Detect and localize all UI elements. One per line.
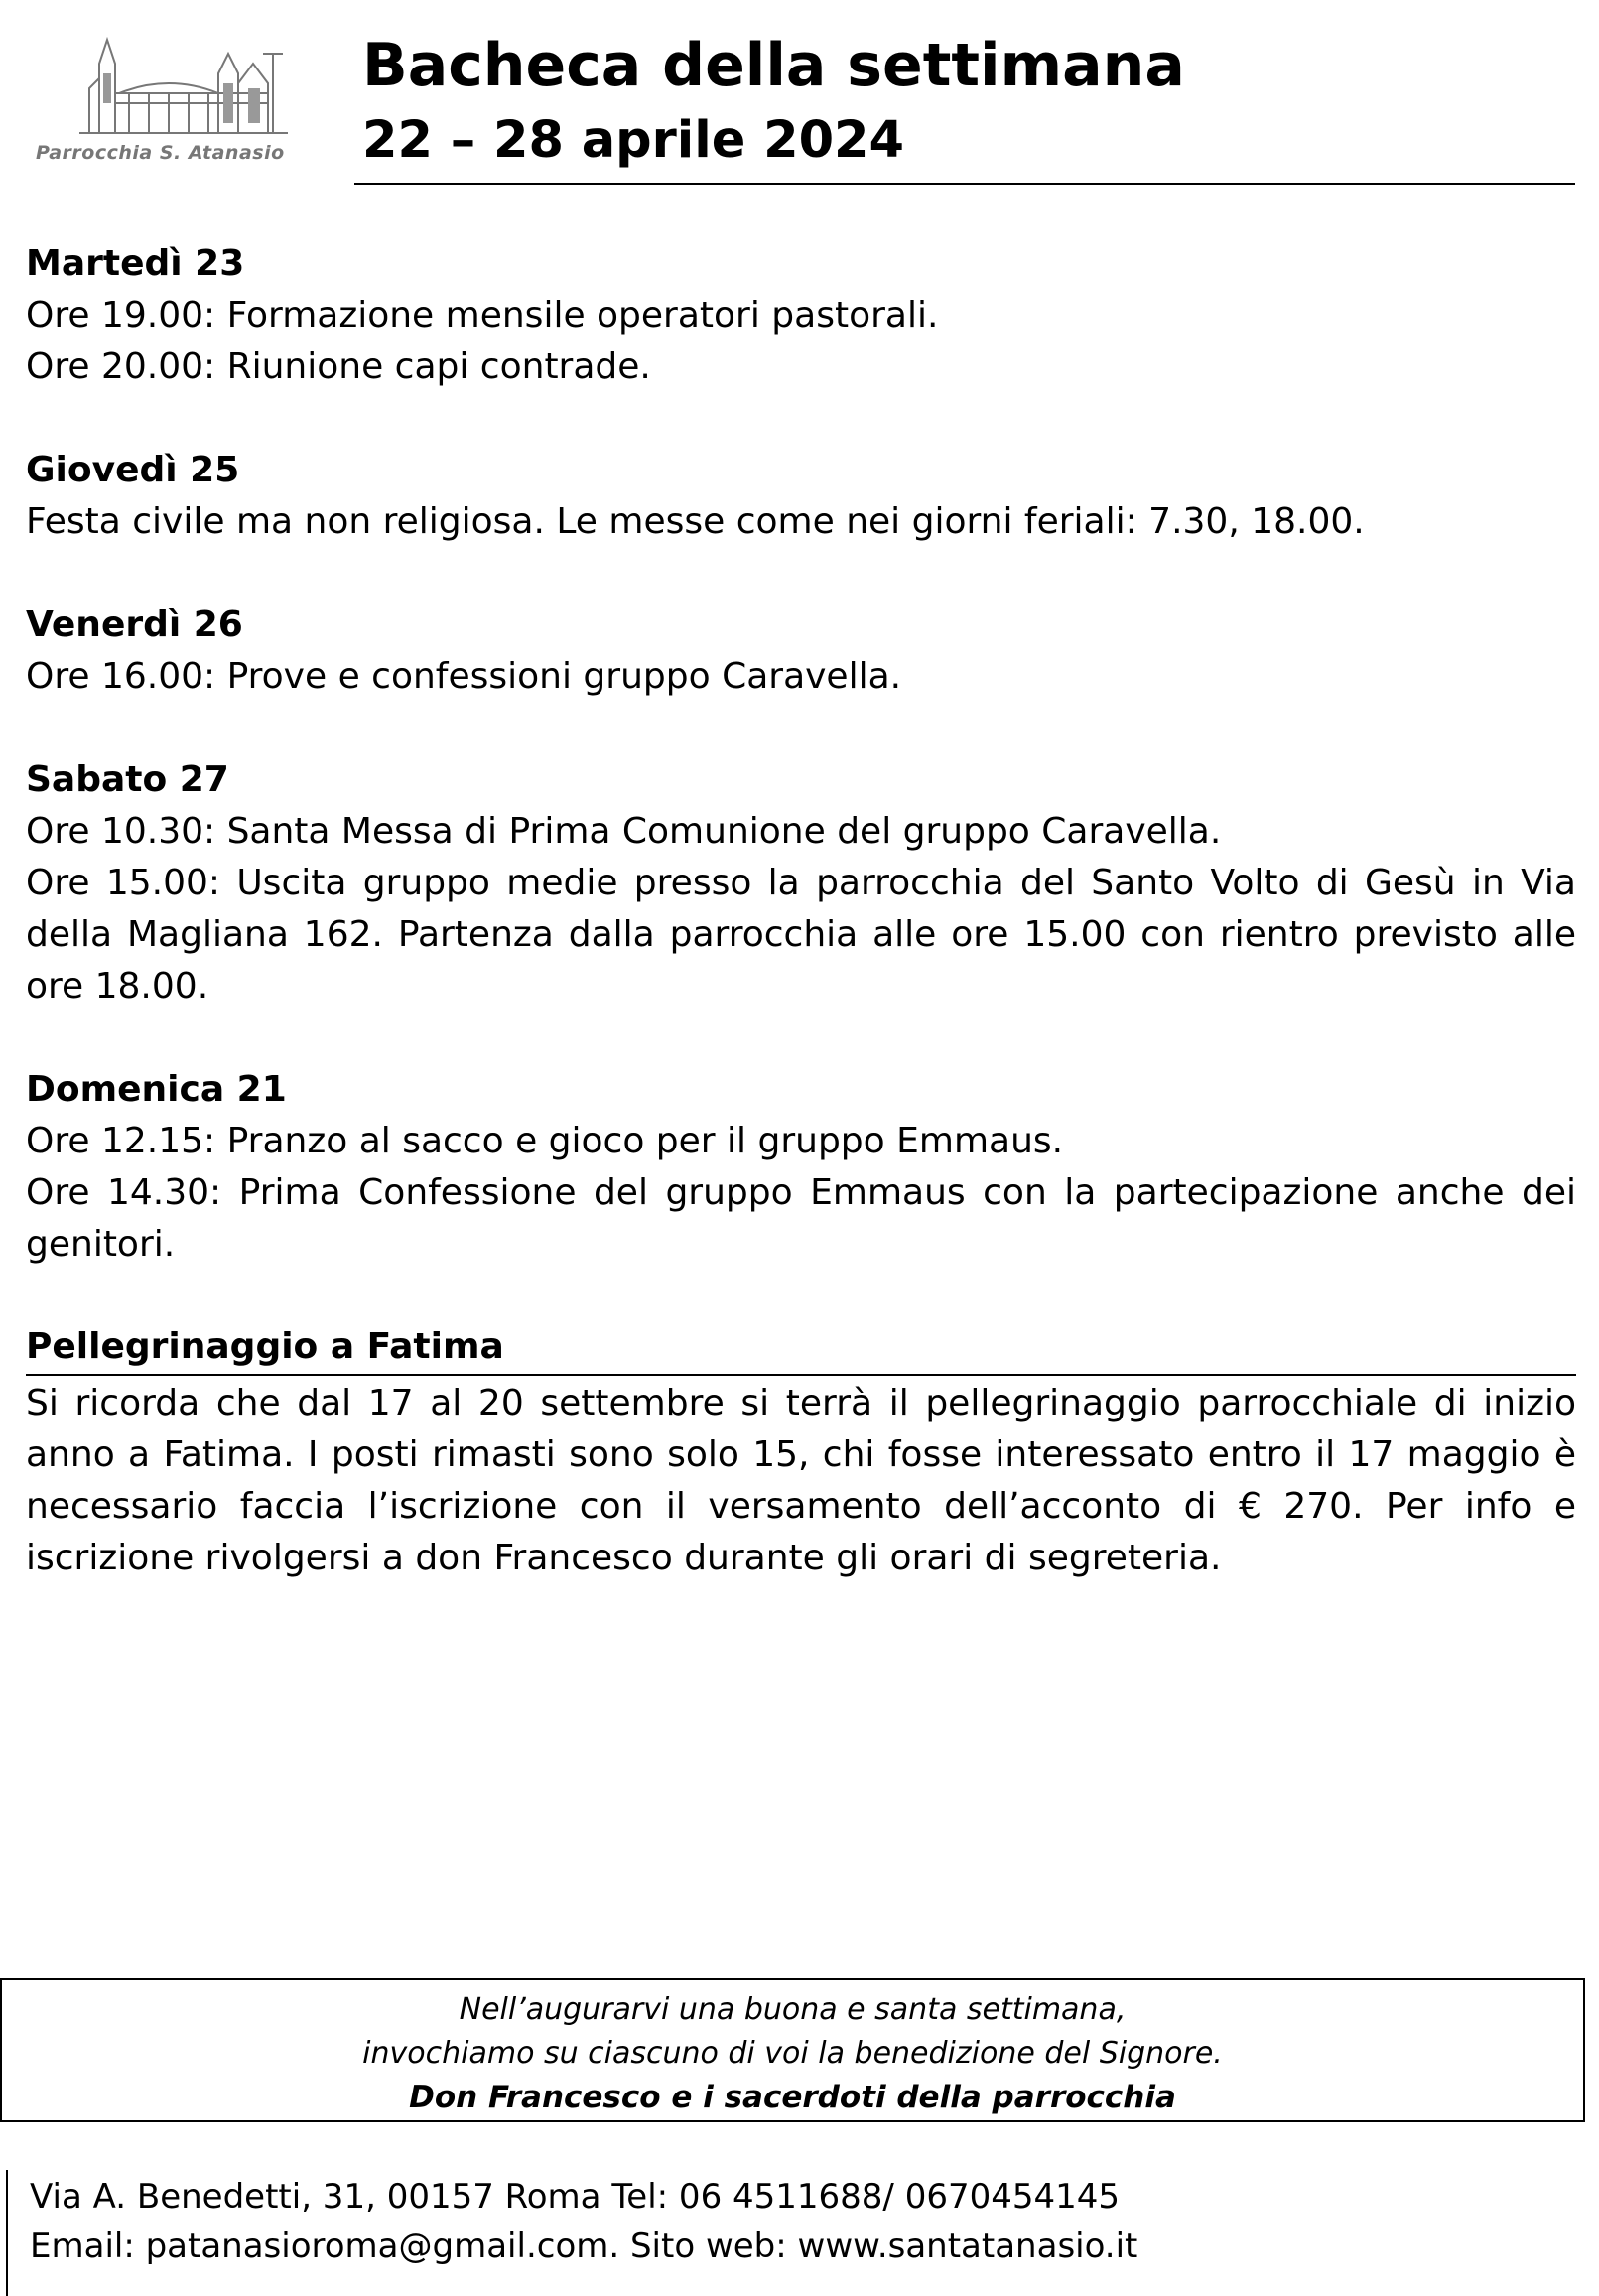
- event-line: Ore 12.15: Pranzo al sacco e gioco per il gruppo Emmaus.: [26, 1121, 1064, 1161]
- parish-logo: [30, 30, 318, 179]
- schedule-day: [26, 238, 1576, 393]
- date-range: 22 – 28 aprile 2024: [362, 111, 905, 170]
- pilgrimage-text: Si ricorda che dal 17 al 20 settembre si terrà il pellegrinaggio parrocchiale di inizio anno a Fatima. I posti rimasti sono solo 15, chi fosse interessato entro il 17 maggio è necessario faccia l’iscrizione con il versamento dell’acconto di € 270. Per info e iscrizione rivolgersi a don Francesco durante gli orari di segreteria.: [26, 1383, 1576, 1578]
- closing-box: [0, 1978, 1585, 2122]
- closing-line-2: invochiamo su ciascuno di voi la benedizione del Signore.: [362, 2036, 1223, 2071]
- logo-text: Parrocchia S. Atanasio: [36, 142, 285, 164]
- pilgrimage-title: Pellegrinaggio a Fatima: [26, 1322, 1576, 1376]
- footer-address: Via A. Benedetti, 31, 00157 Roma Tel: 06 4511688/ 0670454145: [30, 2177, 1121, 2217]
- schedule-day: [26, 445, 1576, 548]
- day-heading: Martedì 23: [26, 243, 245, 284]
- closing-line-1: Nell’augurarvi una buona e santa settimana,: [459, 1992, 1127, 2027]
- footer: [30, 2172, 1137, 2271]
- footer-divider: [6, 2170, 8, 2296]
- pilgrimage-section: [26, 1322, 1576, 1584]
- event-line: Ore 14.30: Prima Confessione del gruppo Emmaus con la partecipazione anche dei genitori.: [26, 1172, 1576, 1265]
- day-heading: Sabato 27: [26, 759, 229, 800]
- day-heading: Venerdì 26: [26, 605, 243, 645]
- event-line: Ore 19.00: Formazione mensile operatori pastorali.: [26, 295, 939, 336]
- event-line: Ore 10.30: Santa Messa di Prima Comunione del gruppo Caravella.: [26, 811, 1222, 852]
- closing-signature: Don Francesco e i sacerdoti della parrocchia: [409, 2080, 1176, 2115]
- header-divider: [354, 183, 1575, 185]
- footer-contacts: Email: patanasioroma@gmail.com. Sito web: www.santatanasio.it: [30, 2227, 1138, 2266]
- page-title: Bacheca della settimana: [362, 31, 1185, 100]
- schedule-day: [26, 600, 1576, 703]
- event-line: Ore 16.00: Prove e confessioni gruppo Caravella.: [26, 656, 902, 697]
- event-line: Ore 20.00: Riunione capi contrade.: [26, 346, 651, 387]
- day-heading: Domenica 21: [26, 1069, 287, 1110]
- weekly-content: [26, 238, 1576, 1636]
- day-heading: Giovedì 25: [26, 450, 240, 490]
- church-drawing-icon: [69, 34, 298, 141]
- schedule-day: [26, 1064, 1576, 1271]
- event-line: Festa civile ma non religiosa. Le messe come nei giorni feriali: 7.30, 18.00.: [26, 501, 1365, 542]
- schedule-day: [26, 754, 1576, 1013]
- event-line: Ore 15.00: Uscita gruppo medie presso la parrocchia del Santo Volto di Gesù in Via della Magliana 162. Partenza dalla parrocchia alle ore 15.00 con rientro previsto alle ore 18.00.: [26, 863, 1576, 1007]
